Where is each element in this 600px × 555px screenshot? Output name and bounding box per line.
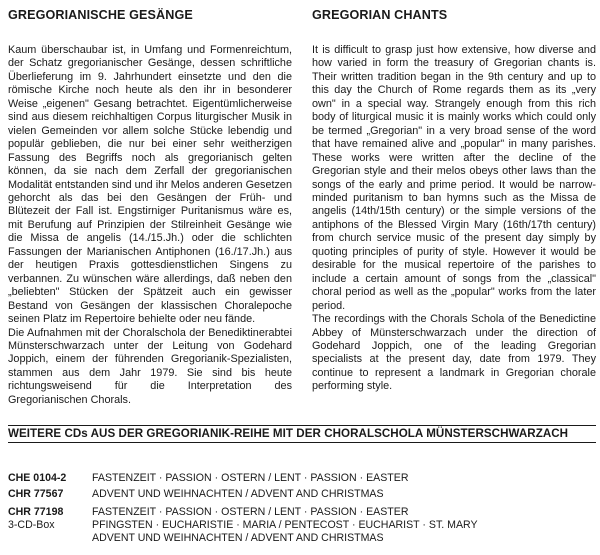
catalog-line: FASTENZEIT · PASSION · OSTERN / LENT · PASSION · EASTER: [92, 472, 409, 484]
catalog-code: CHE 0104-2: [8, 472, 67, 484]
english-body: [312, 44, 596, 394]
catalog-description: [92, 472, 409, 485]
catalog-description: [92, 488, 384, 501]
english-paragraph-2: The recordings with the Chorals Schola of the Benedictine Abbey of Münsterschwarzach under the direction of Godehard Joppich, one of the leading Gregorian specialists at the present day, date from 1979. They continue to represent a landmark in Gregorian chorale performing style.: [312, 313, 596, 393]
english-heading: GREGORIAN CHANTS: [312, 8, 448, 22]
german-column: [8, 8, 292, 407]
german-heading: GREGORIANISCHE GESÄNGE: [8, 8, 193, 22]
catalog-code: CHR 77198: [8, 506, 64, 518]
german-body: [8, 44, 292, 407]
german-paragraph-2: Die Aufnahmen mit der Choralschola der Benediktinerabtei Münsterschwarzach unter der Leitung von Godehard Joppich, einem der führenden Gregorianik-Spezialisten, stammen aus dem Jahr 1979. Sie sind bis heute richtungsweisend für die Interpretation des Gregorianischen Chorals.: [8, 326, 292, 406]
german-paragraph-1: Kaum überschaubar ist, in Umfang und Formenreichtum, der Schatz gregorianischer Gesänge, dessen schriftliche Überlieferung im 9. Jahrhundert einsetzte und den die römische Kirche noch heute als den ihr in besonderer Weise „eigenen" Gesang betrachtet. Eigentümlicherweise sind aus diesem reichhaltigen Corpus liturgischer Musik in vielen Gemeinden vor allem solche Stücke lebendig und populär geblieben, die nur bei einer sehr weitherzigen Fassung des Begriffs noch als gregorianisch gelten können, da sie nach dem Zerfall der gregorianischen Modalität entstanden sind und ihr Melos anderen Gesetzen gehorcht als das bei den Gesängen der Früh- und Blütezeit der Fall ist. Engstirniger Puritanismus wäre es, mit Berufung auf Prinzipien der Stilreinheit Gesänge wie die Missa de angelis (14./15.Jh.) oder die schlichten Fassungen der Marianischen Antiphonen (16./17.Jh.) aus der heutigen Praxis gottesdienstlichen Singens zu verbannen. Zu wünschen wäre allerdings, daß neben den „beliebten" Stücken der Spätzeit auch ein gewisser Bestand von Gesängen der klassischen Choralepoche seinen Platz im Repertoire behielte oder neu fände.: [8, 44, 292, 326]
catalog-line: PFINGSTEN · EUCHARISTIE · MARIA / PENTECOST · EUCHARIST · ST. MARY: [92, 519, 478, 531]
divider-bottom: [8, 442, 596, 443]
catalog-line: ADVENT UND WEIHNACHTEN / ADVENT AND CHRISTMAS: [92, 488, 384, 500]
catalog-subtitle: 3-CD-Box: [8, 519, 55, 531]
catalog-code: CHR 77567: [8, 488, 64, 500]
english-column: [312, 8, 596, 394]
catalog-line: ADVENT UND WEIHNACHTEN / ADVENT AND CHRISTMAS: [92, 532, 384, 544]
english-paragraph-1: It is difficult to grasp just how extensive, how diverse and how varied in form the treasury of Gregorian chants is. Their written tradition began in the 9th century and up to this day the Church of Rome regards them as its „very own" in a special way. Strangely enough from this rich body of liturgical music it is mainly works which could only be termed „Gregorian" in a very broad sense of the word that have remained alive and „popular" in many parishes. These works were written after the decline of the Gregorian style and their melos obeys other laws than the songs of the early and prime period. It would be narrow-minded puritanism to ban hymns such as the Missa de angelis (14th/15th century) or the simple versions of the antiphons of the Blessed Virgin Mary (16th/17th century) from church service music of the present day simply by quoting principles of purity of style. However it would be desirable for the musical repertoire of the parishes to include a certain amount of songs from the „classical" choral period as well as the „popular" works from the later period.: [312, 44, 596, 312]
more-cds-title: WEITERE CDs AUS DER GREGORIANIK-REIHE MIT DER CHORALSCHOLA MÜNSTERSCHWARZACH: [8, 427, 569, 440]
divider-top: [8, 425, 596, 426]
catalog-description: [92, 506, 478, 545]
catalog-line: FASTENZEIT · PASSION · OSTERN / LENT · PASSION · EASTER: [92, 506, 409, 518]
